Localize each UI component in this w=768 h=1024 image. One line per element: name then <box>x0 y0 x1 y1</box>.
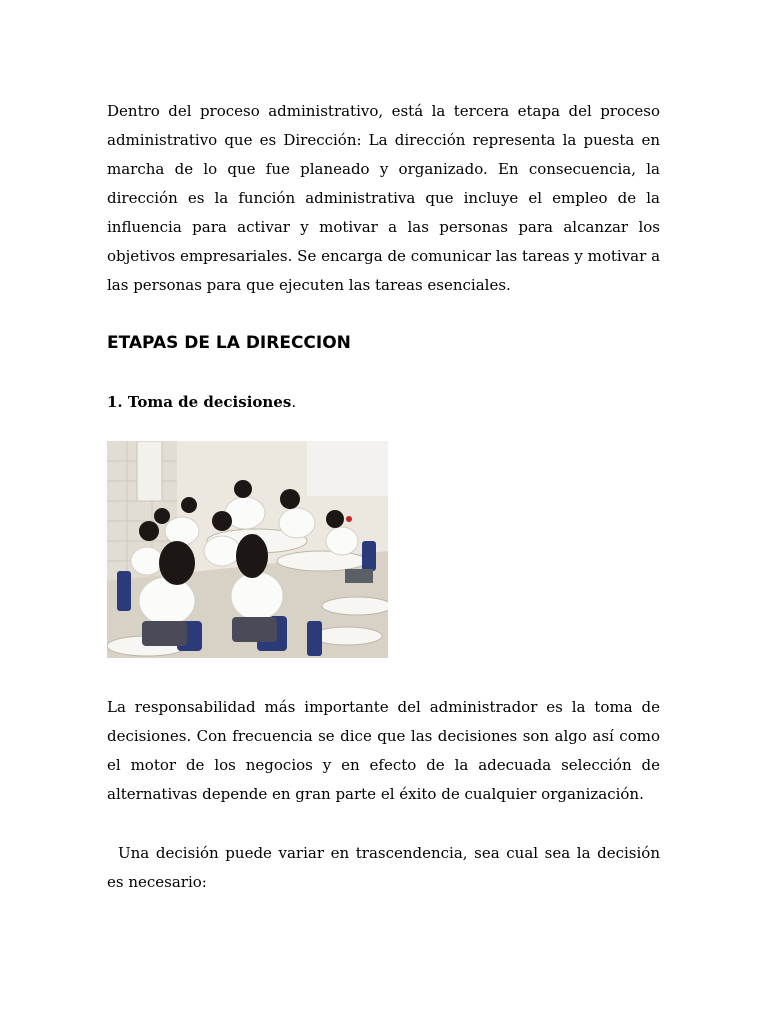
classroom-photo <box>107 441 388 658</box>
intro-paragraph: Dentro del proceso administrativo, está la tercera etapa del proceso administrativo que es Dirección: La dirección representa la puesta en marcha de lo que fue planeado y organizado. En consecuencia, la dirección es la función administrativa que incluye el empleo de la influencia para activar y motivar a las personas para alcanzar los objetivos empresariales. Se encarga de comunicar las tareas y motivar a las personas para que ejecuten las tareas esenciales. <box>107 102 661 294</box>
subheading-trailing: . <box>291 393 297 411</box>
paragraph-decision: Una decisión puede variar en trascendencia, sea cual sea la decisión es necesario: <box>107 844 660 891</box>
section-heading: ETAPAS DE LA DIRECCION <box>107 333 351 353</box>
document-page <box>107 97 661 891</box>
subheading <box>107 391 296 413</box>
subheading-title: 1. Toma de decisiones <box>107 393 292 411</box>
paragraph-responsabilidad: La responsabilidad más importante del administrador es la toma de decisiones. Con frecuencia se dice que las decisiones son algo así como el motor de los negocios y en efecto de la adecuada selección de alternativas depende en gran parte el éxito de cualquier organización. <box>107 698 660 803</box>
